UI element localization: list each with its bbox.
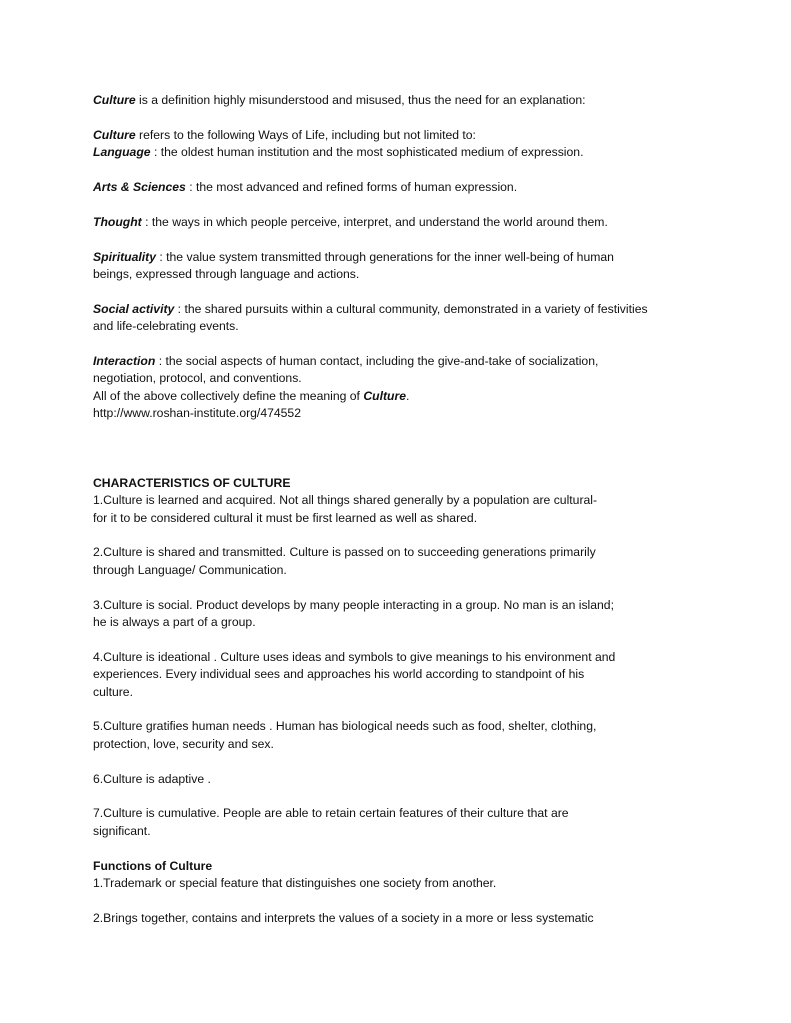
term-culture: Culture — [93, 127, 136, 142]
interaction-definition-line2: negotiation, protocol, and conventions. — [93, 371, 302, 386]
arts-paragraph — [93, 179, 713, 196]
term-culture: Culture — [363, 388, 406, 403]
arts-definition: : the most advanced and refined forms of human expression. — [185, 180, 518, 194]
thought-definition: : the ways in which people perceive, interpret, and understand the world around them. — [141, 214, 608, 229]
term-social-activity: Social activity — [93, 301, 175, 316]
characteristic-item: 2.Culture is shared and transmitted. Culture is passed on to succeeding generations primarily through Language/ Communication. — [93, 545, 596, 577]
characteristics-section — [93, 475, 713, 840]
intro-paragraph — [93, 92, 713, 109]
interaction-paragraph: Interaction : the social aspects of human contact, including the give-and-take of socialization, negotiation, protocol, and conventions. All of the above collectively define the meaning of Culture. http://www.roshan-institute.org/474552 — [93, 353, 713, 423]
term-culture: Culture — [93, 93, 136, 107]
social-activity-paragraph — [93, 301, 713, 336]
spirituality-paragraph — [93, 249, 713, 284]
characteristic-item: 4.Culture is ideational . Culture uses ideas and symbols to give meanings to his environment and experiences. Every individual sees and approaches his world according to standpoint of his culture. — [93, 649, 616, 699]
social-definition-line2: and life-celebrating events. — [93, 319, 239, 334]
spirituality-definition-line2: beings, expressed through language and actions. — [93, 267, 360, 281]
characteristic-item: 7.Culture is cumulative. People are able to retain certain features of their culture that are significant. — [93, 806, 569, 838]
summary-text: All of the above collectively define the meaning of — [93, 388, 364, 403]
functions-section — [93, 858, 713, 928]
ways-paragraph — [93, 127, 713, 162]
language-definition: : the oldest human institution and the most sophisticated medium of expression. — [150, 145, 584, 160]
characteristic-item: 5.Culture gratifies human needs . Human has biological needs such as food, shelter, clothing, protection, love, security and sex. — [93, 719, 597, 751]
function-item: 2.Brings together, contains and interprets the values of a society in a more or less systematic — [93, 910, 594, 925]
ways-text: refers to the following Ways of Life, including but not limited to: — [135, 127, 476, 142]
term-arts-sciences: Arts & Sciences — [93, 180, 186, 194]
interaction-definition-line1: : the social aspects of human contact, including the give-and-take of socialization, — [155, 354, 599, 368]
term-interaction: Interaction — [93, 354, 156, 368]
term-thought: Thought — [93, 214, 142, 229]
spirituality-definition-line1: : the value system transmitted through generations for the inner well-being of human — [155, 249, 614, 264]
characteristics-heading: CHARACTERISTICS OF CULTURE — [93, 475, 291, 490]
characteristic-item: 6.Culture is adaptive . — [93, 771, 211, 786]
characteristic-item: 3.Culture is social. Product develops by many people interacting in a group. No man is an island; he is always a part of a group. — [93, 597, 614, 630]
document-page — [93, 92, 713, 945]
social-definition-line1: : the shared pursuits within a cultural community, demonstrated in a variety of festivities — [174, 301, 648, 316]
term-language: Language — [93, 145, 151, 160]
thought-paragraph — [93, 214, 713, 231]
term-spirituality: Spirituality — [93, 249, 156, 264]
characteristic-item: 1.Culture is learned and acquired. Not all things shared generally by a population are cultural- for it to be considered cultural it must be first learned as well as shared. — [93, 493, 598, 525]
source-url: http://www.roshan-institute.org/474552 — [93, 406, 301, 421]
functions-heading: Functions of Culture — [93, 858, 213, 873]
intro-text: is a definition highly misunderstood and misused, thus the need for an explanation: — [135, 93, 586, 107]
function-item: 1.Trademark or special feature that distinguishes one society from another. — [93, 876, 497, 891]
